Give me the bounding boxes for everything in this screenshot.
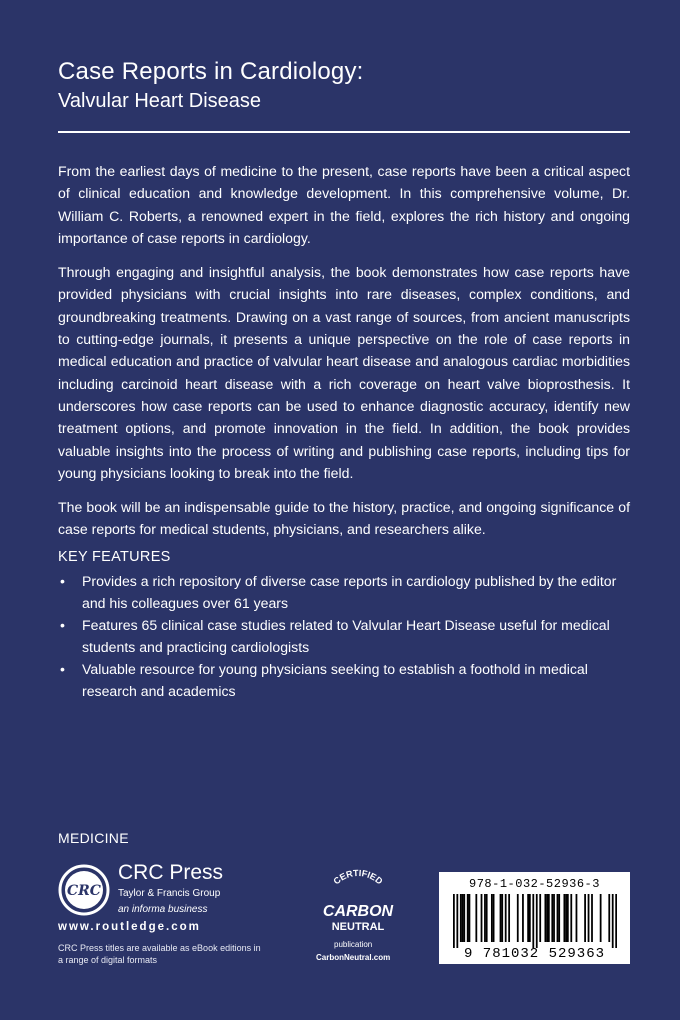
ebook-note: CRC Press titles are available as eBook editions in a range of digital formats (58, 943, 261, 965)
barcode-bar (475, 894, 477, 942)
description-paragraph: From the earliest days of medicine to the present, case reports have been a critical aspect of clinical education and knowledge development. In this comprehensive volume, Dr. William C. Roberts, a renowned expert in the field, explores the rich history and ongoing importance of case reports in cardiology. (58, 163, 630, 246)
carbon-label: CARBON (322, 903, 394, 920)
publisher-url: www.routledge.com (58, 921, 201, 933)
barcode-bar (600, 894, 602, 942)
barcode-bar (467, 894, 469, 942)
feature-text: Provides a rich repository of diverse case reports in cardiology published by the editor and his colleagues over 61 years (82, 573, 617, 611)
barcode-bar (563, 894, 565, 942)
publisher-business: an informa business (118, 904, 208, 915)
isbn-text: 978-1-032-52936-3 (469, 877, 600, 891)
barcode-bar (522, 894, 524, 942)
feature-text: Features 65 clinical case studies related to Valvular Heart Disease useful for medical students and practicing cardiologists (82, 617, 610, 655)
barcode-bar (588, 894, 590, 942)
certified-label: CERTIFIED (331, 868, 385, 887)
description (58, 160, 630, 553)
subject-category: MEDICINE (58, 830, 129, 846)
barcode-bar (486, 894, 488, 942)
description-paragraph: Through engaging and insightful analysis, the book demonstrates how case reports have provided physicians with crucial insights into rare diseases, complex conditions, and groundbreaking treatments. Drawing on a vast range of sources, from ancient manuscripts to cutting-edge journals, it presents a unique perspective on the role of case reports in medical education and practice of valvular heart disease and analogous cardiac morbidities including carcinoid heart disease with a rich coverage on heart valve bioprosthesis. It underscores how case reports can be used to enhance diagnostic accuracy, identify new treatment options, and promote innovation in the field. In addition, the book provides valuable insights into the process of writing and publishing case reports, including tips for young physicians looking to break into the field. (58, 264, 630, 481)
barcode-bar (548, 894, 550, 942)
key-features-list (58, 570, 630, 702)
barcode-digits: 9 781032 529363 (463, 946, 606, 962)
barcode-bar (500, 894, 502, 942)
key-features (58, 546, 630, 702)
barcode-bar (612, 894, 614, 948)
barcode-bar (544, 894, 546, 942)
publisher-group: Taylor & Francis Group (118, 888, 221, 899)
barcode-bar (527, 894, 529, 942)
barcode-bar (608, 894, 610, 942)
barcode-bar (615, 894, 617, 948)
publication-label: publication (334, 940, 373, 949)
barcode-bar (517, 894, 519, 942)
title-block (58, 58, 630, 114)
barcode-bar (484, 894, 486, 942)
list-item (58, 614, 630, 658)
isbn-barcode (439, 872, 630, 964)
carbon-neutral-logo-icon (312, 868, 404, 940)
barcode-bar (576, 894, 578, 942)
barcode-bar (558, 894, 560, 942)
barcode-bar (553, 894, 555, 942)
publisher-name: CRC Press (118, 861, 224, 884)
svg-text:CERTIFIED (331, 868, 385, 887)
barcode-bar (570, 894, 572, 942)
key-features-heading: KEY FEATURES (58, 549, 171, 565)
list-item (58, 570, 630, 614)
neutral-label: NEUTRAL (331, 921, 385, 933)
barcode-bar (491, 894, 493, 942)
barcode-bar (551, 894, 553, 942)
barcode-bar (557, 894, 559, 942)
barcode-bar (469, 894, 471, 942)
bullet-icon: • (60, 661, 65, 677)
list-item (58, 658, 630, 702)
barcode-bar (508, 894, 510, 942)
barcode-bar (567, 894, 569, 942)
barcode-bar (481, 894, 483, 942)
bullet-icon: • (60, 617, 65, 633)
barcode-bar (453, 894, 455, 948)
barcode-bar (505, 894, 507, 942)
barcode-bar (501, 894, 503, 942)
barcode-bars (453, 894, 617, 948)
barcode-bar (493, 894, 495, 942)
title-divider (58, 131, 630, 133)
barcode-bar (460, 894, 462, 942)
feature-text: Valuable resource for young physicians seeking to establish a foothold in medical research and academics (82, 661, 588, 699)
barcode-bar (463, 894, 465, 942)
barcode-bar (529, 894, 531, 942)
barcode-bar (539, 894, 541, 942)
book-title: Case Reports in Cardiology: (58, 58, 364, 85)
barcode-bar (584, 894, 586, 942)
book-subtitle: Valvular Heart Disease (58, 90, 262, 112)
crc-logo-text: CRC (67, 883, 101, 899)
barcode-bar (546, 894, 548, 942)
carbon-site: CarbonNeutral.com (316, 953, 391, 962)
crc-logo-icon (58, 864, 110, 916)
barcode-bar (536, 894, 538, 948)
barcode-bar (462, 894, 464, 942)
barcode-bar (591, 894, 593, 942)
barcode-bar (456, 894, 458, 948)
publisher-block (58, 858, 261, 968)
carbon-neutral-badge (312, 868, 404, 968)
barcode-bar (532, 894, 534, 948)
bullet-icon: • (60, 573, 65, 589)
description-paragraph: The book will be an indispensable guide to the history, practice, and ongoing significance of case reports for medical students, physicians, and researchers alike. (58, 499, 630, 538)
barcode-bar (565, 894, 567, 942)
